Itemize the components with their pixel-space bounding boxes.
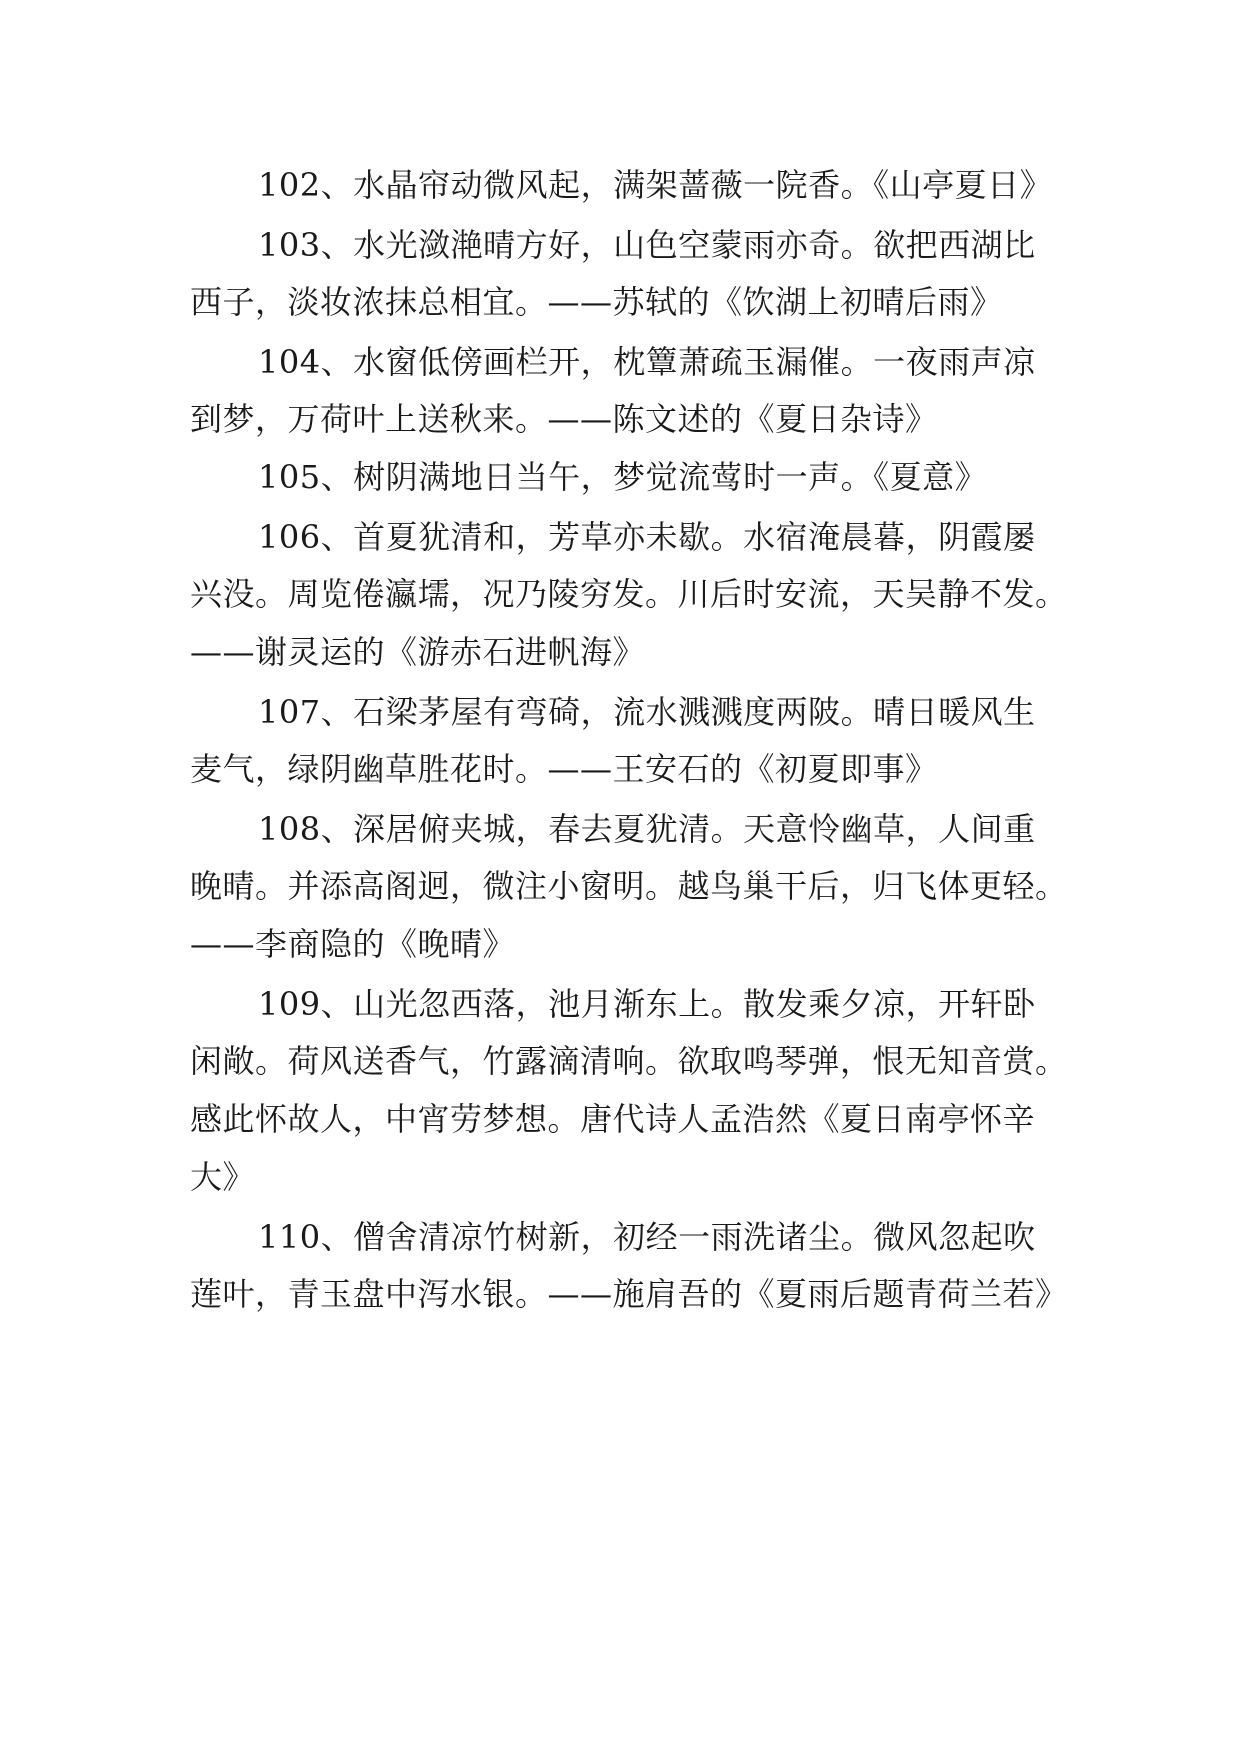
- text-line: 102、水晶帘动微风起，满架蔷薇一院香。《山亭夏日》: [258, 166, 1053, 204]
- text-line: ——谢灵运的《游赤石进帆海》: [190, 633, 646, 671]
- text-line: 110、僧舍清凉竹树新，初经一雨洗诸尘。微风忽起吹: [258, 1218, 1036, 1256]
- text-line: ——李商隐的《晚晴》: [190, 925, 516, 963]
- text-line: 西子，淡妆浓抹总相宜。——苏轼的《饮湖上初晴后雨》: [190, 283, 1003, 321]
- text-line: 大》: [190, 1158, 256, 1196]
- text-line: 109、山光忽西落，池月渐东上。散发乘夕凉，开轩卧: [258, 985, 1036, 1023]
- text-line: 到梦，万荷叶上送秋来。——陈文述的《夏日杂诗》: [190, 400, 938, 438]
- text-line: 107、石梁茅屋有弯碕，流水溅溅度两陂。晴日暖风生: [258, 693, 1036, 731]
- text-line: 103、水光潋滟晴方好，山色空蒙雨亦奇。欲把西湖比: [258, 226, 1036, 264]
- text-line: 莲叶，青玉盘中泻水银。——施肩吾的《夏雨后题青荷兰若》: [190, 1275, 1068, 1313]
- text-line: 105、树阴满地日当午，梦觉流莺时一声。《夏意》: [258, 458, 988, 496]
- text-line: 晚晴。并添高阁迥，微注小窗明。越鸟巢干后，归飞体更轻。: [190, 867, 1068, 905]
- text-line: 闲敞。荷风送香气，竹露滴清响。欲取鸣琴弹，恨无知音赏。: [190, 1042, 1068, 1080]
- text-line: 108、深居俯夹城，春去夏犹清。天意怜幽草，人间重: [258, 810, 1036, 848]
- text-line: 104、水窗低傍画栏开，枕簟萧疏玉漏催。一夜雨声凉: [258, 343, 1036, 381]
- text-line: 麦气，绿阴幽草胜花时。——王安石的《初夏即事》: [190, 750, 938, 788]
- text-line: 兴没。周览倦瀛壖，况乃陵穷发。川后时安流，天吴静不发。: [190, 575, 1068, 613]
- text-line: 感此怀故人，中宵劳梦想。唐代诗人孟浩然《夏日南亭怀辛: [190, 1100, 1036, 1138]
- text-line: 106、首夏犹清和，芳草亦未歇。水宿淹晨暮，阴霞屡: [258, 518, 1036, 556]
